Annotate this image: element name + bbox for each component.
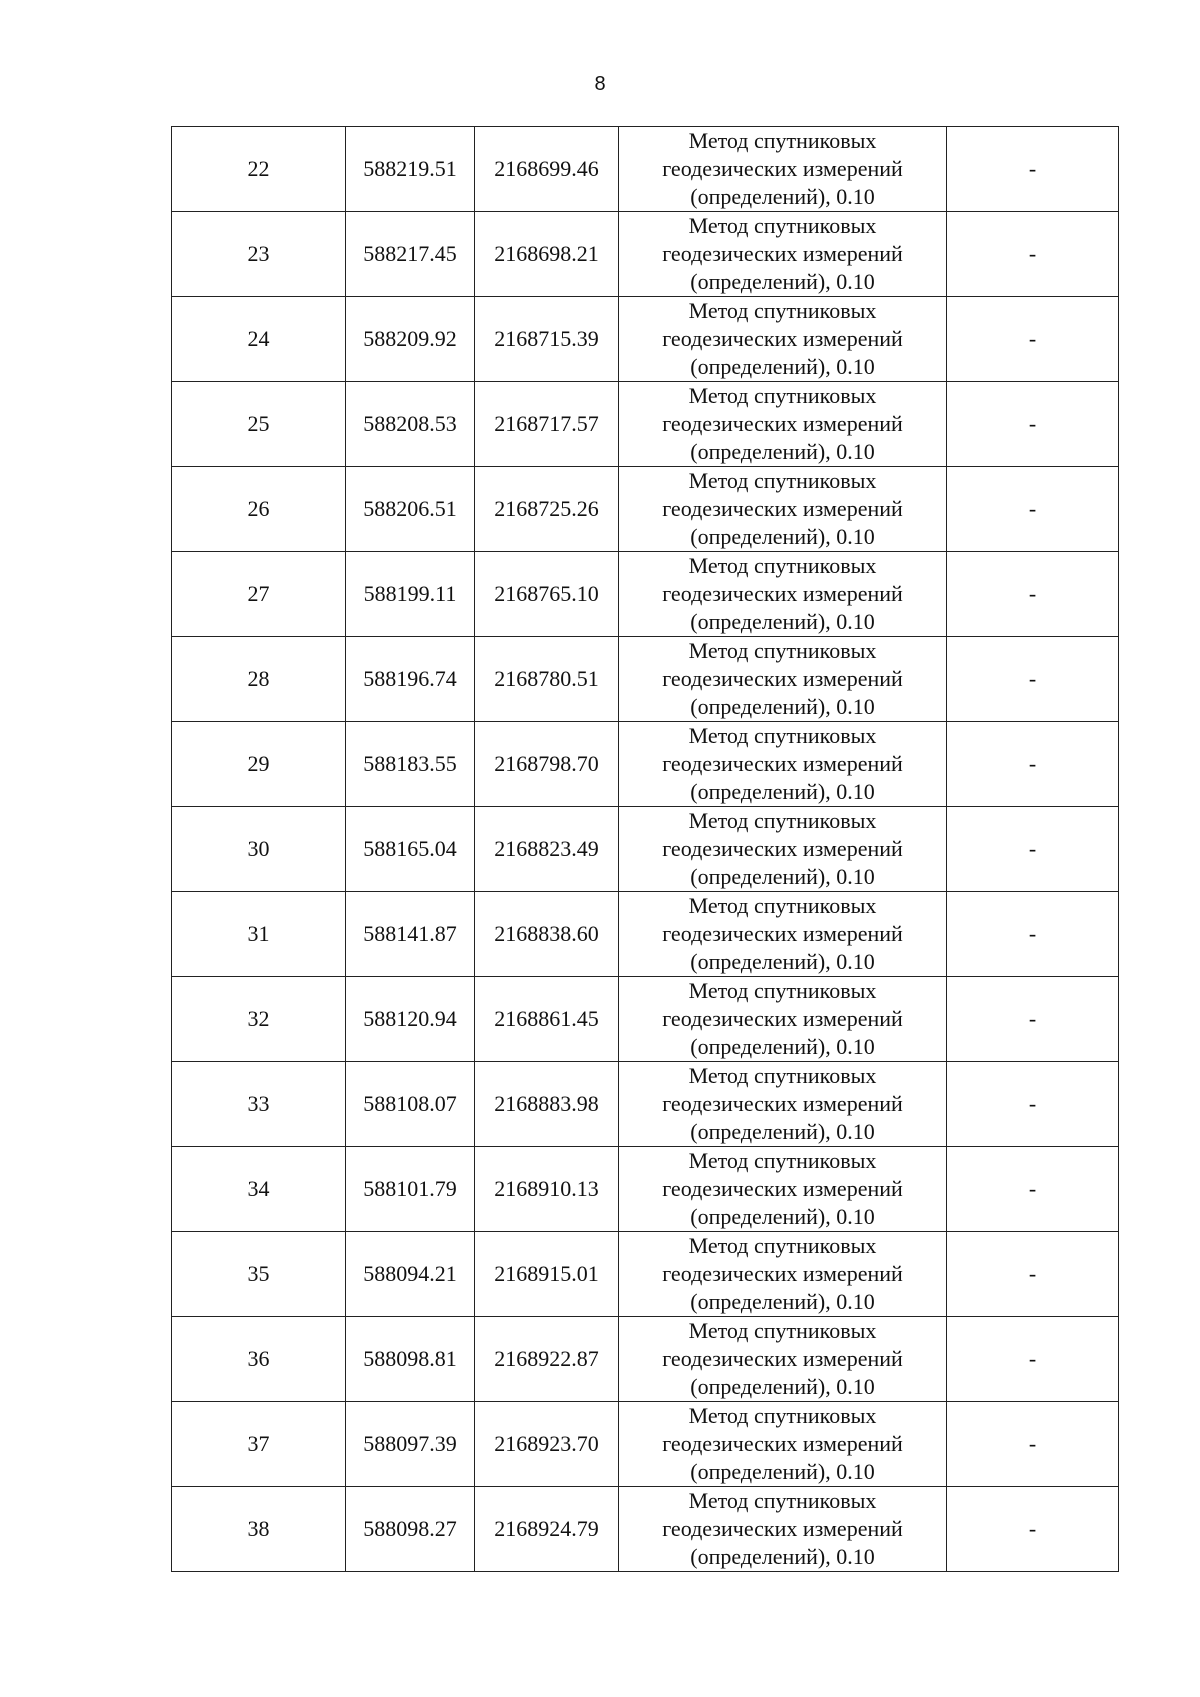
method-line-3: (определений), 0.10 bbox=[690, 354, 875, 379]
method-line-2: геодезических измерений bbox=[662, 1006, 903, 1031]
method-line-1: Метод спутниковых bbox=[688, 1233, 877, 1258]
method-cell bbox=[619, 892, 947, 977]
y-coordinate-cell: 2168698.21 bbox=[475, 212, 619, 297]
method-line-3: (определений), 0.10 bbox=[690, 439, 875, 464]
method-line-3: (определений), 0.10 bbox=[690, 609, 875, 634]
x-coordinate-cell: 588208.53 bbox=[346, 382, 475, 467]
method-line-3: (определений), 0.10 bbox=[690, 949, 875, 974]
method-line-1: Метод спутниковых bbox=[688, 1488, 877, 1513]
y-coordinate-cell: 2168823.49 bbox=[475, 807, 619, 892]
y-coordinate-cell: 2168838.60 bbox=[475, 892, 619, 977]
x-coordinate-cell: 588219.51 bbox=[346, 127, 475, 212]
table-row bbox=[172, 1317, 1119, 1402]
y-coordinate-cell: 2168861.45 bbox=[475, 977, 619, 1062]
note-cell: - bbox=[947, 722, 1119, 807]
method-line-2: геодезических измерений bbox=[662, 1261, 903, 1286]
x-coordinate-cell: 588199.11 bbox=[346, 552, 475, 637]
method-cell bbox=[619, 637, 947, 722]
point-number-cell: 27 bbox=[172, 552, 346, 637]
note-cell: - bbox=[947, 127, 1119, 212]
x-coordinate-cell: 588120.94 bbox=[346, 977, 475, 1062]
method-cell bbox=[619, 1147, 947, 1232]
method-cell bbox=[619, 977, 947, 1062]
method-line-1: Метод спутниковых bbox=[688, 723, 877, 748]
note-cell: - bbox=[947, 892, 1119, 977]
method-line-3: (определений), 0.10 bbox=[690, 184, 875, 209]
table-row bbox=[172, 977, 1119, 1062]
method-line-1: Метод спутниковых bbox=[688, 893, 877, 918]
y-coordinate-cell: 2168715.39 bbox=[475, 297, 619, 382]
table-row bbox=[172, 382, 1119, 467]
x-coordinate-cell: 588098.81 bbox=[346, 1317, 475, 1402]
method-line-2: геодезических измерений bbox=[662, 581, 903, 606]
method-line-1: Метод спутниковых bbox=[688, 213, 877, 238]
method-line-2: геодезических измерений bbox=[662, 326, 903, 351]
table-row bbox=[172, 127, 1119, 212]
method-line-1: Метод спутниковых bbox=[688, 298, 877, 323]
x-coordinate-cell: 588165.04 bbox=[346, 807, 475, 892]
method-line-2: геодезических измерений bbox=[662, 836, 903, 861]
method-line-1: Метод спутниковых bbox=[688, 468, 877, 493]
x-coordinate-cell: 588196.74 bbox=[346, 637, 475, 722]
note-cell: - bbox=[947, 977, 1119, 1062]
method-line-2: геодезических измерений bbox=[662, 1091, 903, 1116]
y-coordinate-cell: 2168699.46 bbox=[475, 127, 619, 212]
table-row bbox=[172, 637, 1119, 722]
method-cell bbox=[619, 127, 947, 212]
method-line-3: (определений), 0.10 bbox=[690, 779, 875, 804]
x-coordinate-cell: 588097.39 bbox=[346, 1402, 475, 1487]
point-number-cell: 24 bbox=[172, 297, 346, 382]
table-row bbox=[172, 552, 1119, 637]
method-line-1: Метод спутниковых bbox=[688, 553, 877, 578]
note-cell: - bbox=[947, 1147, 1119, 1232]
point-number-cell: 37 bbox=[172, 1402, 346, 1487]
note-cell: - bbox=[947, 1317, 1119, 1402]
coordinates-table bbox=[171, 126, 1119, 1572]
note-cell: - bbox=[947, 297, 1119, 382]
table-row bbox=[172, 1062, 1119, 1147]
coordinates-table-body bbox=[172, 127, 1119, 1572]
method-cell bbox=[619, 1487, 947, 1572]
y-coordinate-cell: 2168765.10 bbox=[475, 552, 619, 637]
method-cell bbox=[619, 1317, 947, 1402]
note-cell: - bbox=[947, 382, 1119, 467]
table-row bbox=[172, 212, 1119, 297]
method-line-3: (определений), 0.10 bbox=[690, 1544, 875, 1569]
method-line-1: Метод спутниковых bbox=[688, 383, 877, 408]
point-number-cell: 25 bbox=[172, 382, 346, 467]
x-coordinate-cell: 588217.45 bbox=[346, 212, 475, 297]
table-row bbox=[172, 892, 1119, 977]
method-line-3: (определений), 0.10 bbox=[690, 1289, 875, 1314]
x-coordinate-cell: 588206.51 bbox=[346, 467, 475, 552]
point-number-cell: 31 bbox=[172, 892, 346, 977]
method-cell bbox=[619, 382, 947, 467]
y-coordinate-cell: 2168915.01 bbox=[475, 1232, 619, 1317]
method-line-2: геодезических измерений bbox=[662, 666, 903, 691]
note-cell: - bbox=[947, 1062, 1119, 1147]
point-number-cell: 38 bbox=[172, 1487, 346, 1572]
y-coordinate-cell: 2168924.79 bbox=[475, 1487, 619, 1572]
method-line-1: Метод спутниковых bbox=[688, 1148, 877, 1173]
method-line-3: (определений), 0.10 bbox=[690, 1119, 875, 1144]
note-cell: - bbox=[947, 1402, 1119, 1487]
method-cell bbox=[619, 722, 947, 807]
table-row bbox=[172, 467, 1119, 552]
note-cell: - bbox=[947, 467, 1119, 552]
table-row bbox=[172, 722, 1119, 807]
table-row bbox=[172, 1147, 1119, 1232]
method-line-2: геодезических измерений bbox=[662, 156, 903, 181]
point-number-cell: 29 bbox=[172, 722, 346, 807]
method-line-2: геодезических измерений bbox=[662, 1431, 903, 1456]
point-number-cell: 32 bbox=[172, 977, 346, 1062]
table-row bbox=[172, 1402, 1119, 1487]
note-cell: - bbox=[947, 807, 1119, 892]
note-cell: - bbox=[947, 1232, 1119, 1317]
note-cell: - bbox=[947, 637, 1119, 722]
table-row bbox=[172, 1232, 1119, 1317]
method-line-1: Метод спутниковых bbox=[688, 128, 877, 153]
table-row bbox=[172, 1487, 1119, 1572]
method-line-3: (определений), 0.10 bbox=[690, 1204, 875, 1229]
note-cell: - bbox=[947, 552, 1119, 637]
method-line-2: геодезических измерений bbox=[662, 1346, 903, 1371]
method-cell bbox=[619, 1062, 947, 1147]
method-line-2: геодезических измерений bbox=[662, 751, 903, 776]
y-coordinate-cell: 2168910.13 bbox=[475, 1147, 619, 1232]
method-line-1: Метод спутниковых bbox=[688, 1403, 877, 1428]
point-number-cell: 34 bbox=[172, 1147, 346, 1232]
x-coordinate-cell: 588141.87 bbox=[346, 892, 475, 977]
point-number-cell: 33 bbox=[172, 1062, 346, 1147]
method-line-2: геодезических измерений bbox=[662, 411, 903, 436]
table-row bbox=[172, 297, 1119, 382]
method-line-1: Метод спутниковых bbox=[688, 1063, 877, 1088]
x-coordinate-cell: 588094.21 bbox=[346, 1232, 475, 1317]
method-line-2: геодезических измерений bbox=[662, 921, 903, 946]
method-line-2: геодезических измерений bbox=[662, 1176, 903, 1201]
y-coordinate-cell: 2168922.87 bbox=[475, 1317, 619, 1402]
method-cell bbox=[619, 297, 947, 382]
method-line-3: (определений), 0.10 bbox=[690, 524, 875, 549]
note-cell: - bbox=[947, 212, 1119, 297]
point-number-cell: 23 bbox=[172, 212, 346, 297]
point-number-cell: 22 bbox=[172, 127, 346, 212]
y-coordinate-cell: 2168725.26 bbox=[475, 467, 619, 552]
method-line-1: Метод спутниковых bbox=[688, 978, 877, 1003]
method-line-1: Метод спутниковых bbox=[688, 1318, 877, 1343]
point-number-cell: 28 bbox=[172, 637, 346, 722]
method-line-3: (определений), 0.10 bbox=[690, 1459, 875, 1484]
method-line-1: Метод спутниковых bbox=[688, 808, 877, 833]
method-cell bbox=[619, 212, 947, 297]
y-coordinate-cell: 2168717.57 bbox=[475, 382, 619, 467]
y-coordinate-cell: 2168780.51 bbox=[475, 637, 619, 722]
method-line-1: Метод спутниковых bbox=[688, 638, 877, 663]
point-number-cell: 30 bbox=[172, 807, 346, 892]
table-row bbox=[172, 807, 1119, 892]
method-line-3: (определений), 0.10 bbox=[690, 694, 875, 719]
method-cell bbox=[619, 1232, 947, 1317]
x-coordinate-cell: 588108.07 bbox=[346, 1062, 475, 1147]
page-number: 8 bbox=[594, 73, 606, 95]
point-number-cell: 36 bbox=[172, 1317, 346, 1402]
method-line-3: (определений), 0.10 bbox=[690, 269, 875, 294]
method-line-3: (определений), 0.10 bbox=[690, 1374, 875, 1399]
y-coordinate-cell: 2168798.70 bbox=[475, 722, 619, 807]
method-cell bbox=[619, 467, 947, 552]
method-line-2: геодезических измерений bbox=[662, 241, 903, 266]
x-coordinate-cell: 588101.79 bbox=[346, 1147, 475, 1232]
y-coordinate-cell: 2168923.70 bbox=[475, 1402, 619, 1487]
x-coordinate-cell: 588209.92 bbox=[346, 297, 475, 382]
x-coordinate-cell: 588183.55 bbox=[346, 722, 475, 807]
method-cell bbox=[619, 552, 947, 637]
y-coordinate-cell: 2168883.98 bbox=[475, 1062, 619, 1147]
method-line-3: (определений), 0.10 bbox=[690, 1034, 875, 1059]
method-line-2: геодезических измерений bbox=[662, 496, 903, 521]
method-line-2: геодезических измерений bbox=[662, 1516, 903, 1541]
point-number-cell: 35 bbox=[172, 1232, 346, 1317]
note-cell: - bbox=[947, 1487, 1119, 1572]
method-line-3: (определений), 0.10 bbox=[690, 864, 875, 889]
x-coordinate-cell: 588098.27 bbox=[346, 1487, 475, 1572]
method-cell bbox=[619, 1402, 947, 1487]
point-number-cell: 26 bbox=[172, 467, 346, 552]
method-cell bbox=[619, 807, 947, 892]
